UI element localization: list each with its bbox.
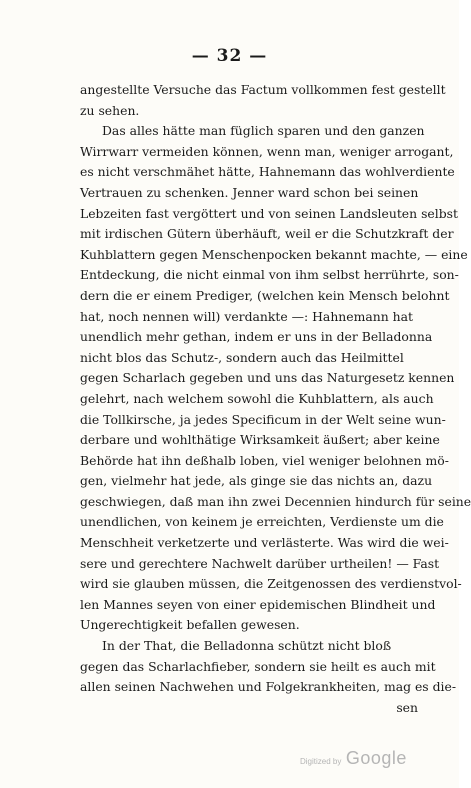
catchword: sen <box>396 699 418 715</box>
digitization-watermark <box>300 748 407 769</box>
text-line: gelehrt, nach welchem sowohl die Kuhblattern, als auch <box>80 390 434 406</box>
text-line: Kuhblattern gegen Menschenpocken bekannt machte, — eine <box>80 246 468 262</box>
text-line: Behörde hat ihn deßhalb loben, viel weniger belohnen mö- <box>80 452 449 468</box>
text-line: es nicht verschmähet hätte, Hahnemann das wohlverdiente <box>80 164 455 180</box>
text-line: derbare und wohlthätige Wirksamkeit äußert; aber keine <box>80 432 440 448</box>
text-line: nicht blos das Schutz-, sondern auch das Heilmittel <box>80 349 404 365</box>
text-line: Das alles hätte man füglich sparen und den ganzen <box>102 123 425 139</box>
text-line: geschwiegen, daß man ihn zwei Decennien hindurch für seine <box>80 493 471 509</box>
text-line: Lebzeiten fast vergöttert und von seinen Landsleuten selbst <box>80 205 458 221</box>
text-line: die Tollkirsche, ja jedes Specificum in der Welt seine wun- <box>80 411 446 427</box>
text-line: hat, noch nennen will) verdankte —: Hahnemann hat <box>80 308 413 324</box>
text-line: Menschheit verketzerte und verlästerte. Was wird die wei- <box>80 535 449 551</box>
text-line: wird sie glauben müssen, die Zeitgenossen des verdienstvol- <box>80 576 462 592</box>
body-text <box>80 80 471 718</box>
text-line: len Mannes seyen von einer epidemischen Blindheit und <box>80 596 436 612</box>
text-line: gen, vielmehr hat jede, als ginge sie das nichts an, dazu <box>80 473 433 489</box>
text-line: Ungerechtigkeit befallen gewesen. <box>80 617 300 633</box>
text-line: Entdeckung, die nicht einmal von ihm selbst herrührte, son- <box>80 267 459 283</box>
page-number: — 32 — <box>191 46 268 66</box>
text-line: gegen Scharlach gegeben und uns das Naturgesetz kennen <box>80 370 455 386</box>
text-line: unendlich mehr gethan, indem er uns in der Belladonna <box>80 329 433 345</box>
google-logo: Google <box>345 748 407 768</box>
text-line: gegen das Scharlachfieber, sondern sie heilt es auch mit <box>80 658 436 674</box>
text-line: angestellte Versuche das Factum vollkommen fest gestellt <box>80 82 446 97</box>
text-line: allen seinen Nachwehen und Folgekrankheiten, mag es die- <box>80 679 457 695</box>
text-line: Wirrwarr vermeiden können, wenn man, weniger arrogant, <box>80 143 454 159</box>
text-line: unendlichen, von keinem je erreichten, Verdienste um die <box>80 514 444 530</box>
text-line: Vertrauen zu schenken. Jenner ward schon bei seinen <box>80 184 419 200</box>
text-line: In der That, die Belladonna schützt nicht bloß <box>102 638 392 654</box>
text-line: zu sehen. <box>80 102 140 118</box>
text-line: sere und gerechtere Nachwelt darüber urtheilen! — Fast <box>80 555 440 571</box>
text-line: dern die er einem Prediger, (welchen kein Mensch belohnt <box>80 287 450 303</box>
text-line: mit irdischen Gütern überhäuft, weil er die Schutzkraft der <box>80 226 454 242</box>
watermark-prefix: Digitized by <box>300 757 342 766</box>
